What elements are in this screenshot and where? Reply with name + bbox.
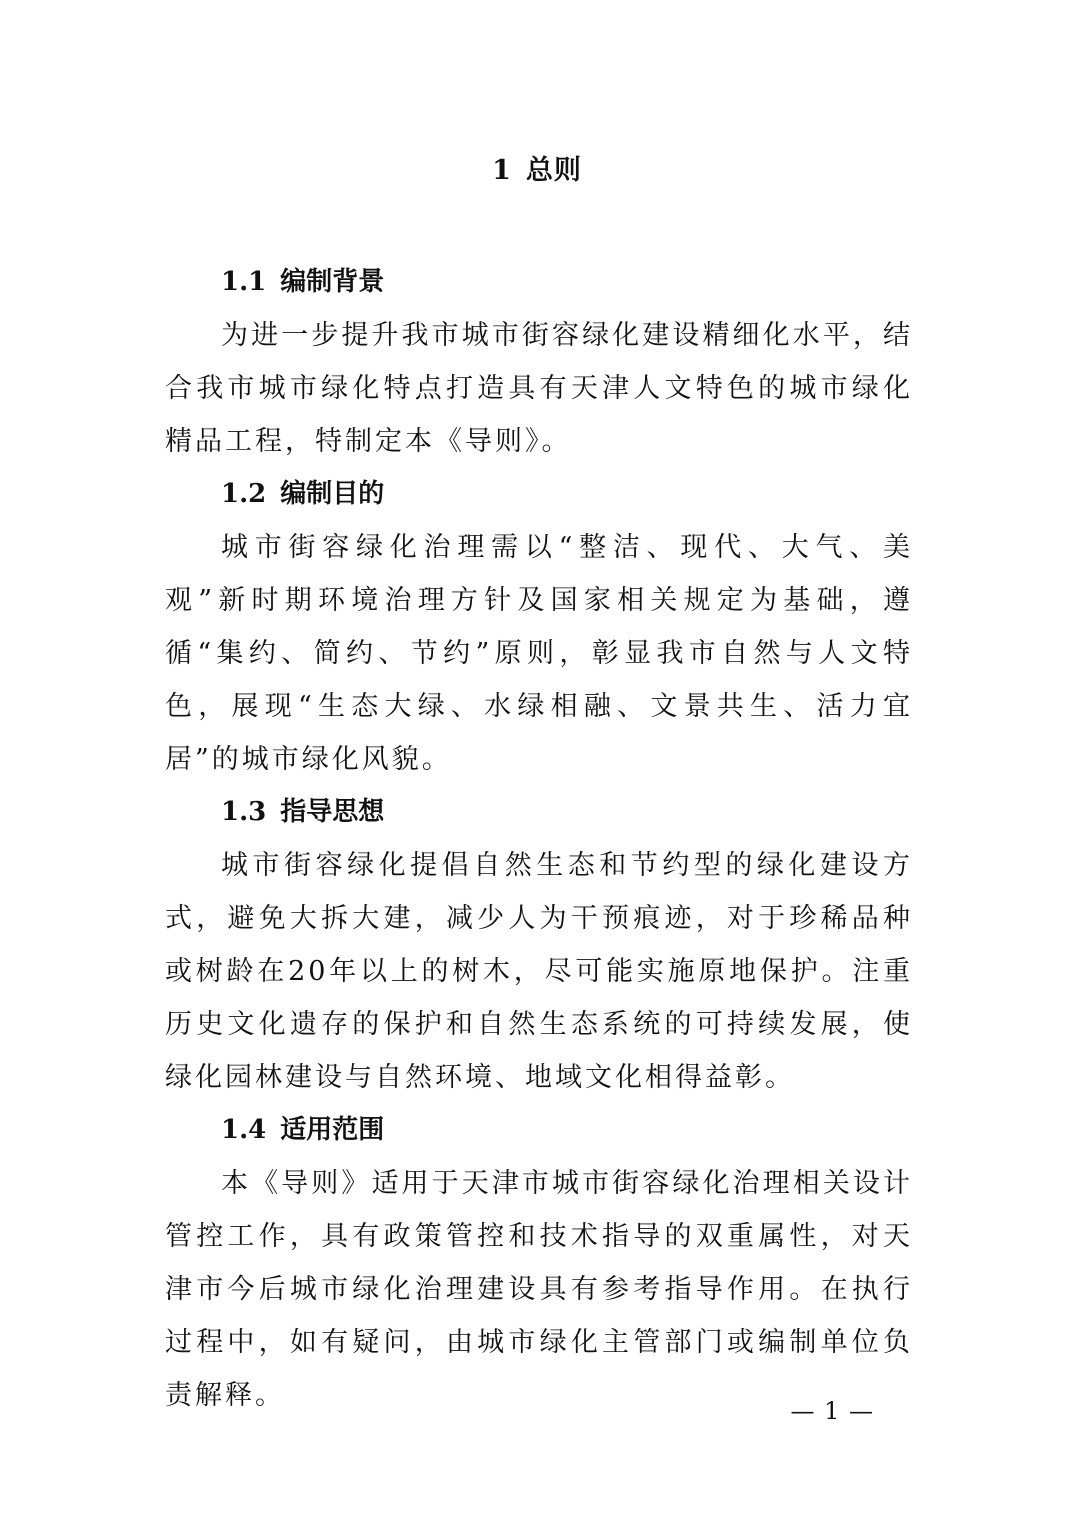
section-number: 1.1 (221, 267, 267, 297)
section-heading (165, 786, 913, 839)
chapter-title (0, 148, 1074, 187)
chapter-number: 1 (492, 155, 512, 186)
section-paragraph: 为进一步提升我市城市街容绿化建设精细化水平，结合我市城市绿化特点打造具有天津人文特色的城市绿化精品工程，特制定本《导则》。 (165, 320, 913, 457)
body-content (165, 256, 913, 1422)
section-number: 1.2 (221, 479, 267, 509)
section-paragraph: 本《导则》适用于天津市城市街容绿化治理相关设计管控工作，具有政策管控和技术指导的双重属性，对天津市今后城市绿化治理建设具有参考指导作用。在执行过程中，如有疑问，由城市绿化主管部门或编制单位负责解释。 (165, 1168, 913, 1411)
section-title: 适用范围 (280, 1115, 385, 1145)
section-paragraph: 城市街容绿化提倡自然生态和节约型的绿化建设方式，避免大拆大建，减少人为干预痕迹，对于珍稀品种或树龄在20年以上的树木，尽可能实施原地保护。注重历史文化遗存的保护和自然生态系统的可持续发展，使绿化园林建设与自然环境、地域文化相得益彰。 (165, 850, 913, 1093)
section-heading (165, 468, 913, 521)
section-heading (165, 256, 913, 309)
section-number: 1.3 (221, 797, 267, 827)
section-number: 1.4 (221, 1115, 267, 1145)
section-title: 编制背景 (280, 267, 385, 297)
section-title: 指导思想 (280, 797, 385, 827)
chapter-title-text: 总则 (525, 155, 582, 186)
section-heading (165, 1104, 913, 1157)
section-title: 编制目的 (280, 479, 385, 509)
section-paragraph: 城市街容绿化治理需以“整洁、现代、大气、美观”新时期环境治理方针及国家相关规定为基础，遵循“集约、简约、节约”原则，彰显我市自然与人文特色，展现“生态大绿、水绿相融、文景共生、活力宜居”的城市绿化风貌。 (165, 532, 913, 775)
page-number: — 1 — (790, 1397, 874, 1425)
